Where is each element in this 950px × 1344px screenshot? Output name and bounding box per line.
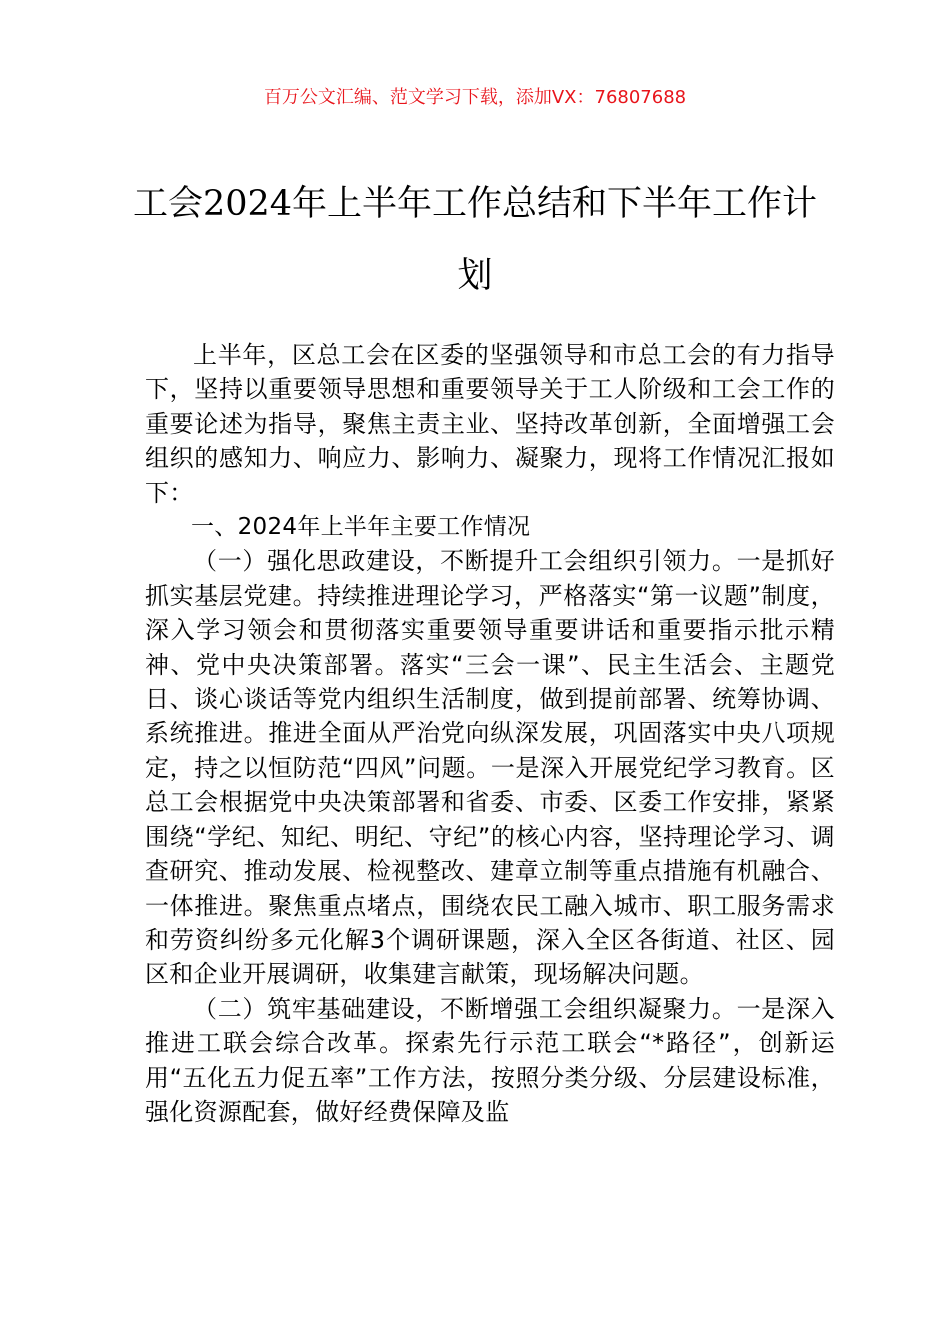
body-paragraph-2: （二）筑牢基础建设，不断增强工会组织凝聚力。一是深入推进工联会综合改革。探索先行示范工联会“*路径”，创新运用“五化五力促五率”工作方法，按照分类分级、分层建设标准，强化资源配套，做好经费保障及监	[145, 994, 835, 1126]
document-body	[145, 338, 835, 1129]
body-paragraph-1: （一）强化思政建设，不断提升工会组织引领力。一是抓好抓实基层党建。持续推进理论学习，严格落实“第一议题”制度，深入学习领会和贯彻落实重要领导重要讲话和重要指示批示精神、党中央决策部署。落实“三会一课”、民主生活会、主题党日、谈心谈话等党内组织生活制度，做到提前部署、统筹协调、系统推进。推进全面从严治党向纵深发展，巩固落实中央八项规定，持之以恒防范“四风”问题。一是深入开展党纪学习教育。区总工会根据党中央决策部署和省委、市委、区委工作安排，紧紧围绕“学纪、知纪、明纪、守纪”的核心内容，坚持理论学习、调查研究、推动发展、检视整改、建章立制等重点措施有机融合、一体推进。聚焦重点堵点，围绕农民工融入城市、职工服务需求和劳资纠纷多元化解3个调研课题，深入全区各街道、社区、园区和企业开展调研，收集建言献策，现场解决问题。	[145, 547, 835, 989]
document-title: 工会2024年上半年工作总结和下半年工作计划	[132, 184, 818, 296]
section-heading: 一、2024年上半年主要工作情况	[191, 514, 531, 541]
header-watermark-note: 百万公文汇编、范文学习下载，添加VX：76807688	[263, 87, 687, 108]
intro-paragraph: 上半年，区总工会在区委的坚强领导和市总工会的有力指导下，坚持以重要领导思想和重要领导关于工人阶级和工会工作的重要论述为指导，聚焦主责主业、坚持改革创新，全面增强工会组织的感知力、响应力、影响力、凝聚力，现将工作情况汇报如下：	[145, 341, 835, 507]
